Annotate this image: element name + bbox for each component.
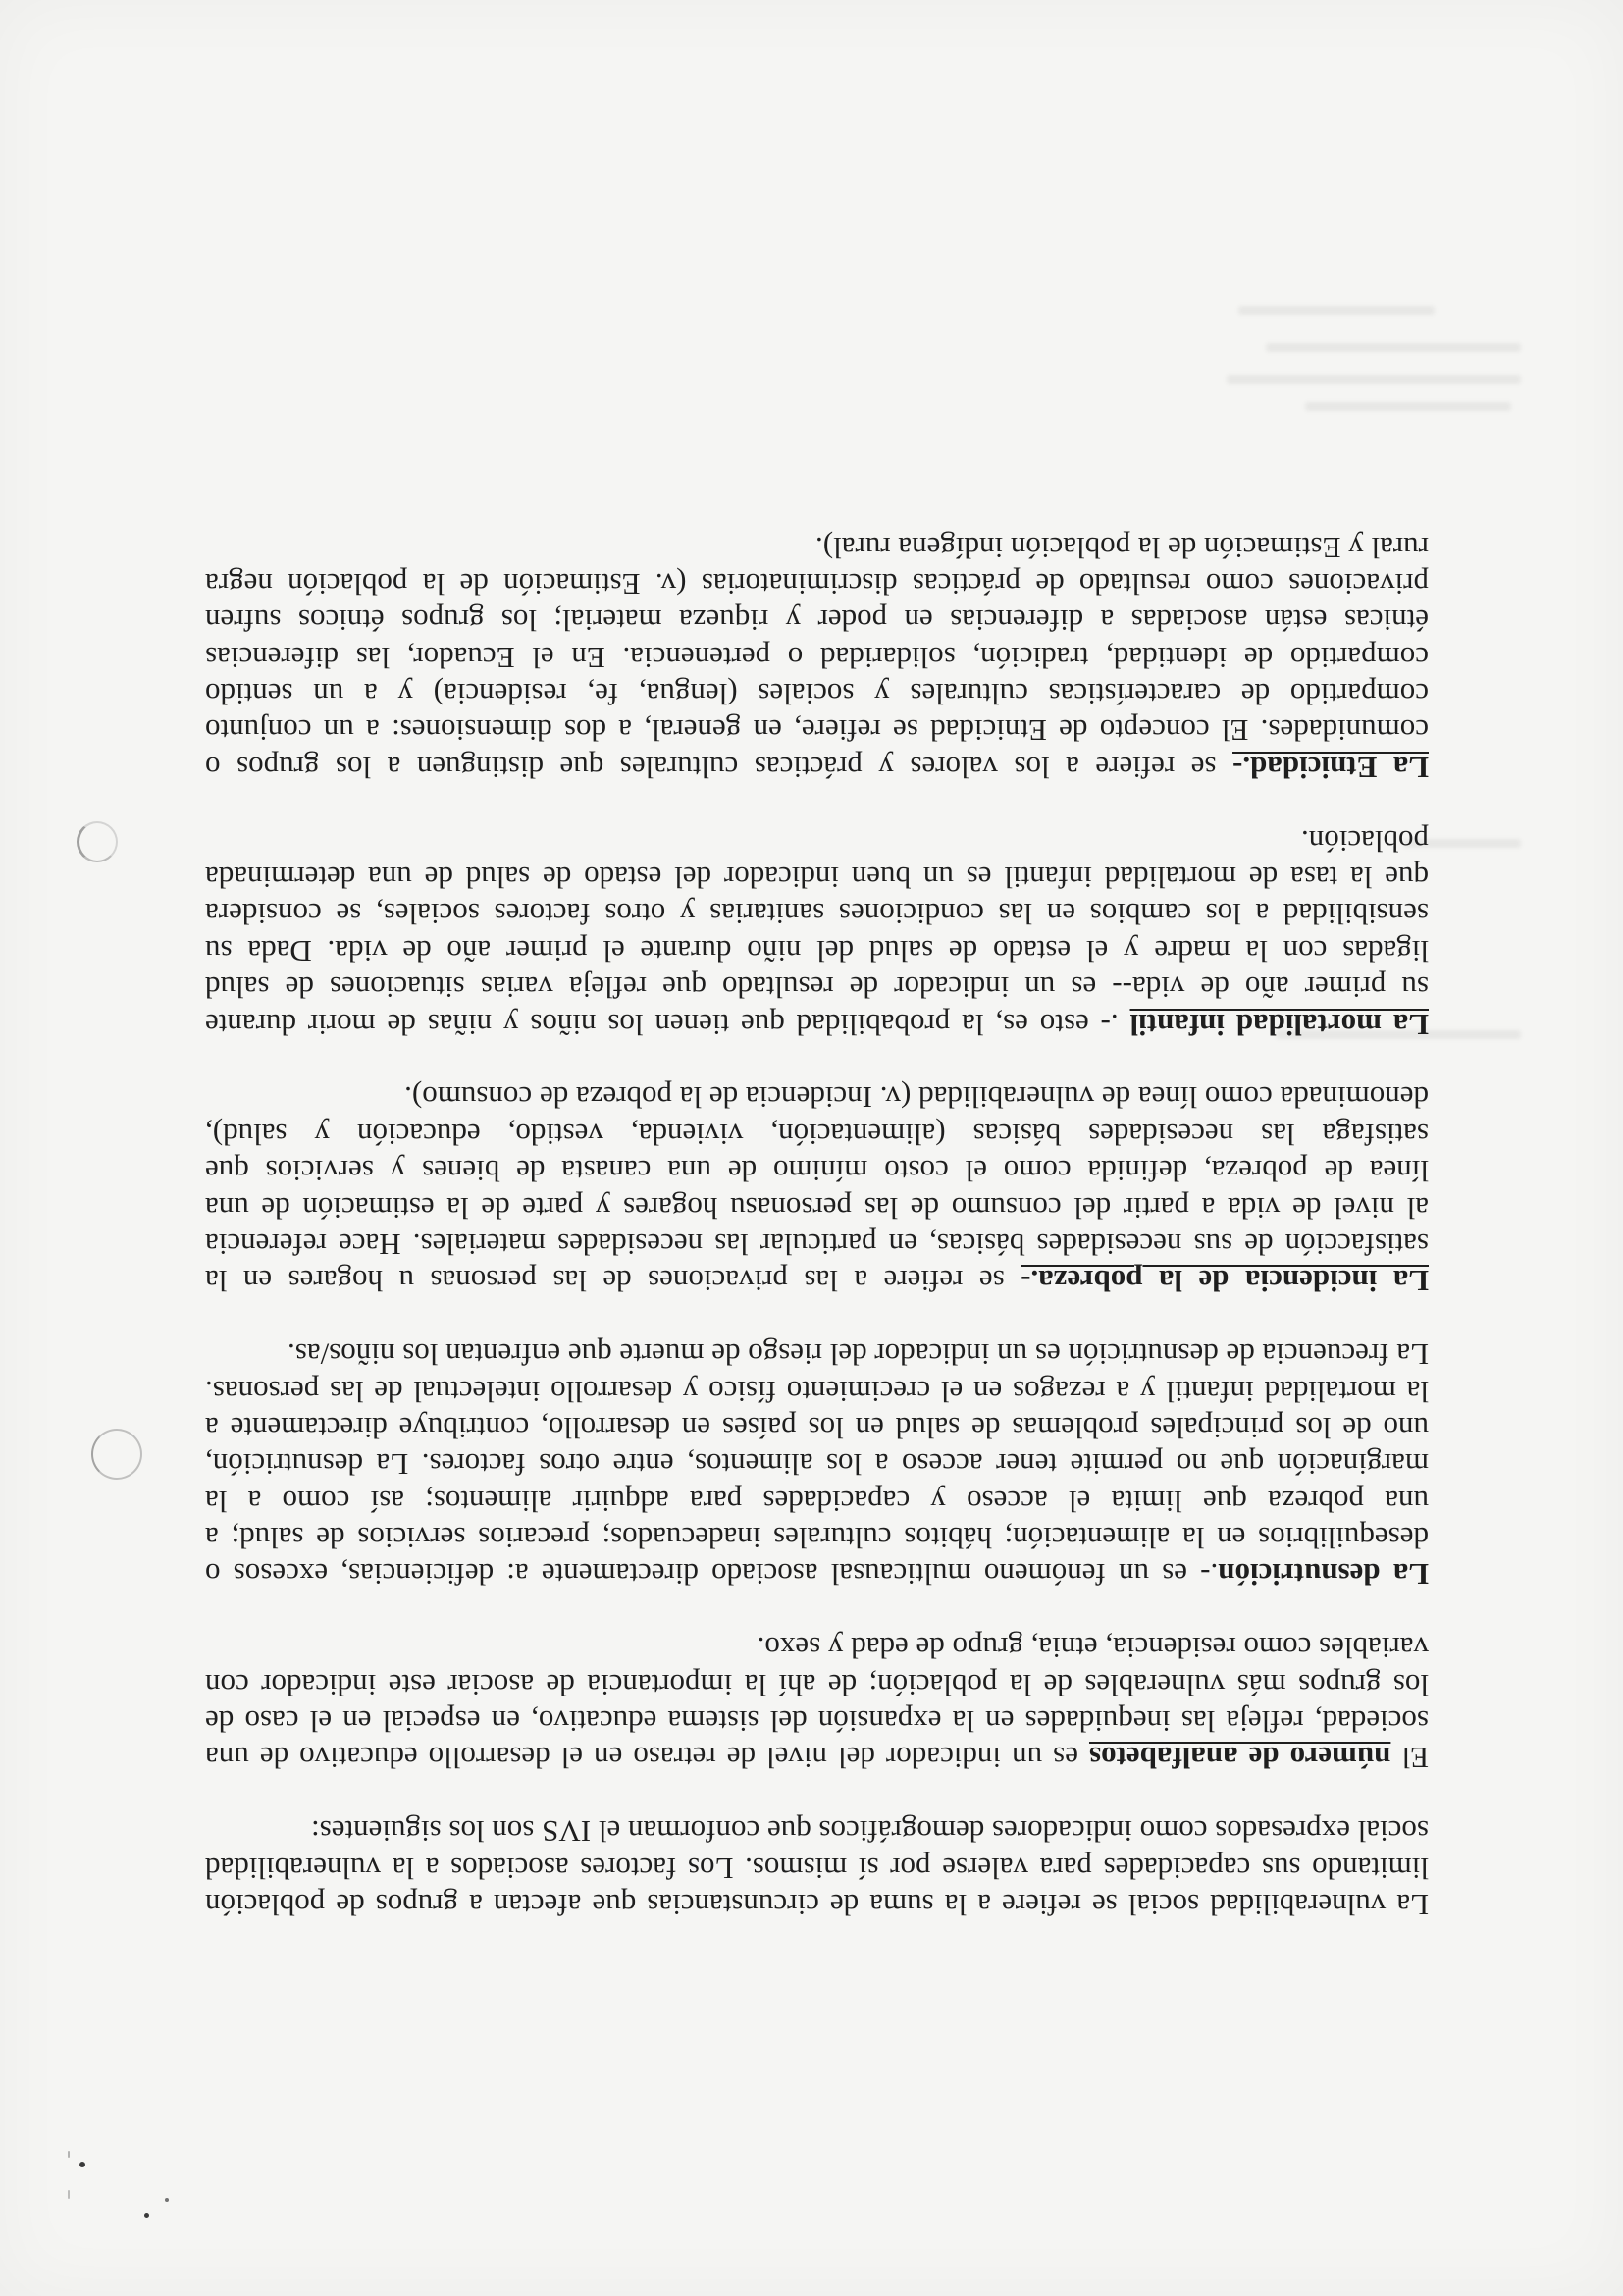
paragraph-incidencia-de-la-pobreza xyxy=(205,1079,1429,1299)
text-line: que la tasa de mortalidad infantil es un buen indicador del estado de salud de una determinada xyxy=(205,861,1429,896)
scan-speck xyxy=(79,2162,85,2167)
punch-hole xyxy=(91,1429,142,1480)
text-line: al nivel de vida a partir del consumo de las personasu hogares y parte de la estimación de una xyxy=(205,1190,1429,1226)
text-line: sociedad, refleja las inequidades en la expansión del sistema educativo, en especial en el caso de xyxy=(205,1704,1429,1740)
text-line: satisfaga las necesidades básicas (alimentación, vivienda, vestido, educación y salud), xyxy=(205,1117,1429,1152)
text-line: marginación que no permite tener acceso a los alimentos, entre otros factores. La desnutrición, xyxy=(205,1447,1429,1483)
text-line xyxy=(205,1740,1429,1776)
text-line: satisfacción de sus necesidades básicas, en particular las necesidades materiales. Hace referencia xyxy=(205,1226,1429,1262)
document-body xyxy=(205,520,1429,1972)
scan-speck xyxy=(68,2190,70,2199)
line-text: .- esto es, la probabilidad que tienen los niños y niñas de morir durante xyxy=(204,1007,1130,1042)
text-line: ligadas con la madre y el estado de salud del niño durante el primer año de vida. Dada su xyxy=(205,933,1429,968)
text-line: variables como residencia, etnia, grupo de edad y sexo. xyxy=(757,1631,1429,1666)
text-line: línea de pobreza, definida como el costo mínimo de una canasta de bienes y servicios que xyxy=(205,1154,1429,1189)
line-text: es un indicador del nivel de retraso en el desarrollo educativo de una xyxy=(205,1741,1089,1776)
text-line: étnicas están asociadas a diferencias en poder y riqueza material; los grupos étnicos sufren xyxy=(205,603,1429,639)
text-line: uno de los principales problemas de salud en los países en desarrollo, contribuye directamente a xyxy=(205,1410,1429,1445)
paragraph-mortalidad-infantil xyxy=(205,822,1429,1042)
text-line: comunidades. El concepto de Etnicidad se refiere, en general, a dos dimensiones: a un conjunto xyxy=(205,713,1429,749)
term-heading: La incidencia de la pobreza.- xyxy=(1021,1264,1429,1299)
text-line: compartido de características culturales y sociales (lengua, fe, residencia) y a un sentido xyxy=(205,677,1429,712)
line-text: .- es un fenómeno multicausal asociado directamente a: deficiencias, excesos o xyxy=(205,1557,1219,1592)
line-text: se refiere a las privaciones de las personas u hogares en la xyxy=(205,1264,1021,1299)
paragraph-etnicidad xyxy=(205,529,1429,786)
scan-speck xyxy=(165,2198,169,2202)
text-line: rural y Estimación de la población indígena rural). xyxy=(815,530,1429,565)
scan-speck xyxy=(144,2213,149,2218)
bleed-through-mark xyxy=(1227,375,1521,384)
term-heading: La mortalidad infantil xyxy=(1129,1007,1429,1042)
bleed-through-mark xyxy=(1266,343,1521,352)
text-line: limitando sus capacidades para valerse por sí mismos. Los factores asociados a la vulnerabilidad xyxy=(205,1851,1429,1886)
paragraph-intro xyxy=(205,1813,1429,1923)
text-line: La frecuencia de desnutrición es un indicador del riesgo de muerte que enfrentan los niños/as. xyxy=(288,1337,1429,1373)
text-line xyxy=(205,1263,1429,1299)
term-heading: La desnutrición xyxy=(1218,1557,1429,1592)
paragraph-desnutricion xyxy=(205,1336,1429,1593)
text-line: su primer año de vida-- es un indicador de resultado que refleja varias situaciones de salud xyxy=(205,970,1429,1006)
bleed-through-mark xyxy=(1238,306,1435,315)
text-line xyxy=(205,1556,1429,1592)
text-line xyxy=(205,1006,1429,1042)
text-line: población. xyxy=(1301,823,1429,859)
bleed-through-mark xyxy=(1305,402,1511,411)
text-line: sensibilidad a los cambios en las condiciones sanitarias y otros factores sociales, se considera xyxy=(205,897,1429,932)
term-heading: La Etnicidad.- xyxy=(1232,750,1429,785)
line-text: se refiere a los valores y prácticas culturales que distinguen a los grupos o xyxy=(205,750,1233,785)
term-heading: número de analfabetos xyxy=(1088,1741,1391,1776)
text-line xyxy=(205,750,1429,786)
text-line: denominada como línea de vulnerabilidad (v. Incidencia de la pobreza de consumo). xyxy=(404,1080,1429,1116)
line-prefix: El xyxy=(1390,1741,1429,1776)
text-line: una pobreza que limita el acceso y capacidades para adquirir alimentos; así como a la xyxy=(205,1484,1429,1519)
text-line: privaciones como resultado de prácticas discriminatorias (v. Estimación de la población negra xyxy=(205,566,1429,601)
text-line: compartido de identidad, tradición, solidaridad o pertenencia. En el Ecuador, las diferencias xyxy=(205,640,1429,675)
text-line: La vulnerabilidad social se refiere a la suma de circunstancias que afectan a grupos de población xyxy=(205,1888,1429,1922)
paragraph-numero-de-analfabetos xyxy=(205,1630,1429,1777)
punch-hole xyxy=(77,821,118,862)
text-line: social expresados como indicadores demográficos que conforman el IVS son los siguientes: xyxy=(311,1814,1429,1850)
text-line: los grupos más vulnerables de la población; de ahí la importancia de asociar este indicador con xyxy=(205,1667,1429,1702)
text-line: desequilibrios en la alimentación; hábitos culturales inadecuados; precarios servicios de salud; a xyxy=(205,1521,1429,1556)
scan-speck xyxy=(68,2151,70,2158)
text-line: la mortalidad infantil y a rezagos en el crecimiento físico y desarrollo intelectual de las personas. xyxy=(205,1374,1429,1409)
